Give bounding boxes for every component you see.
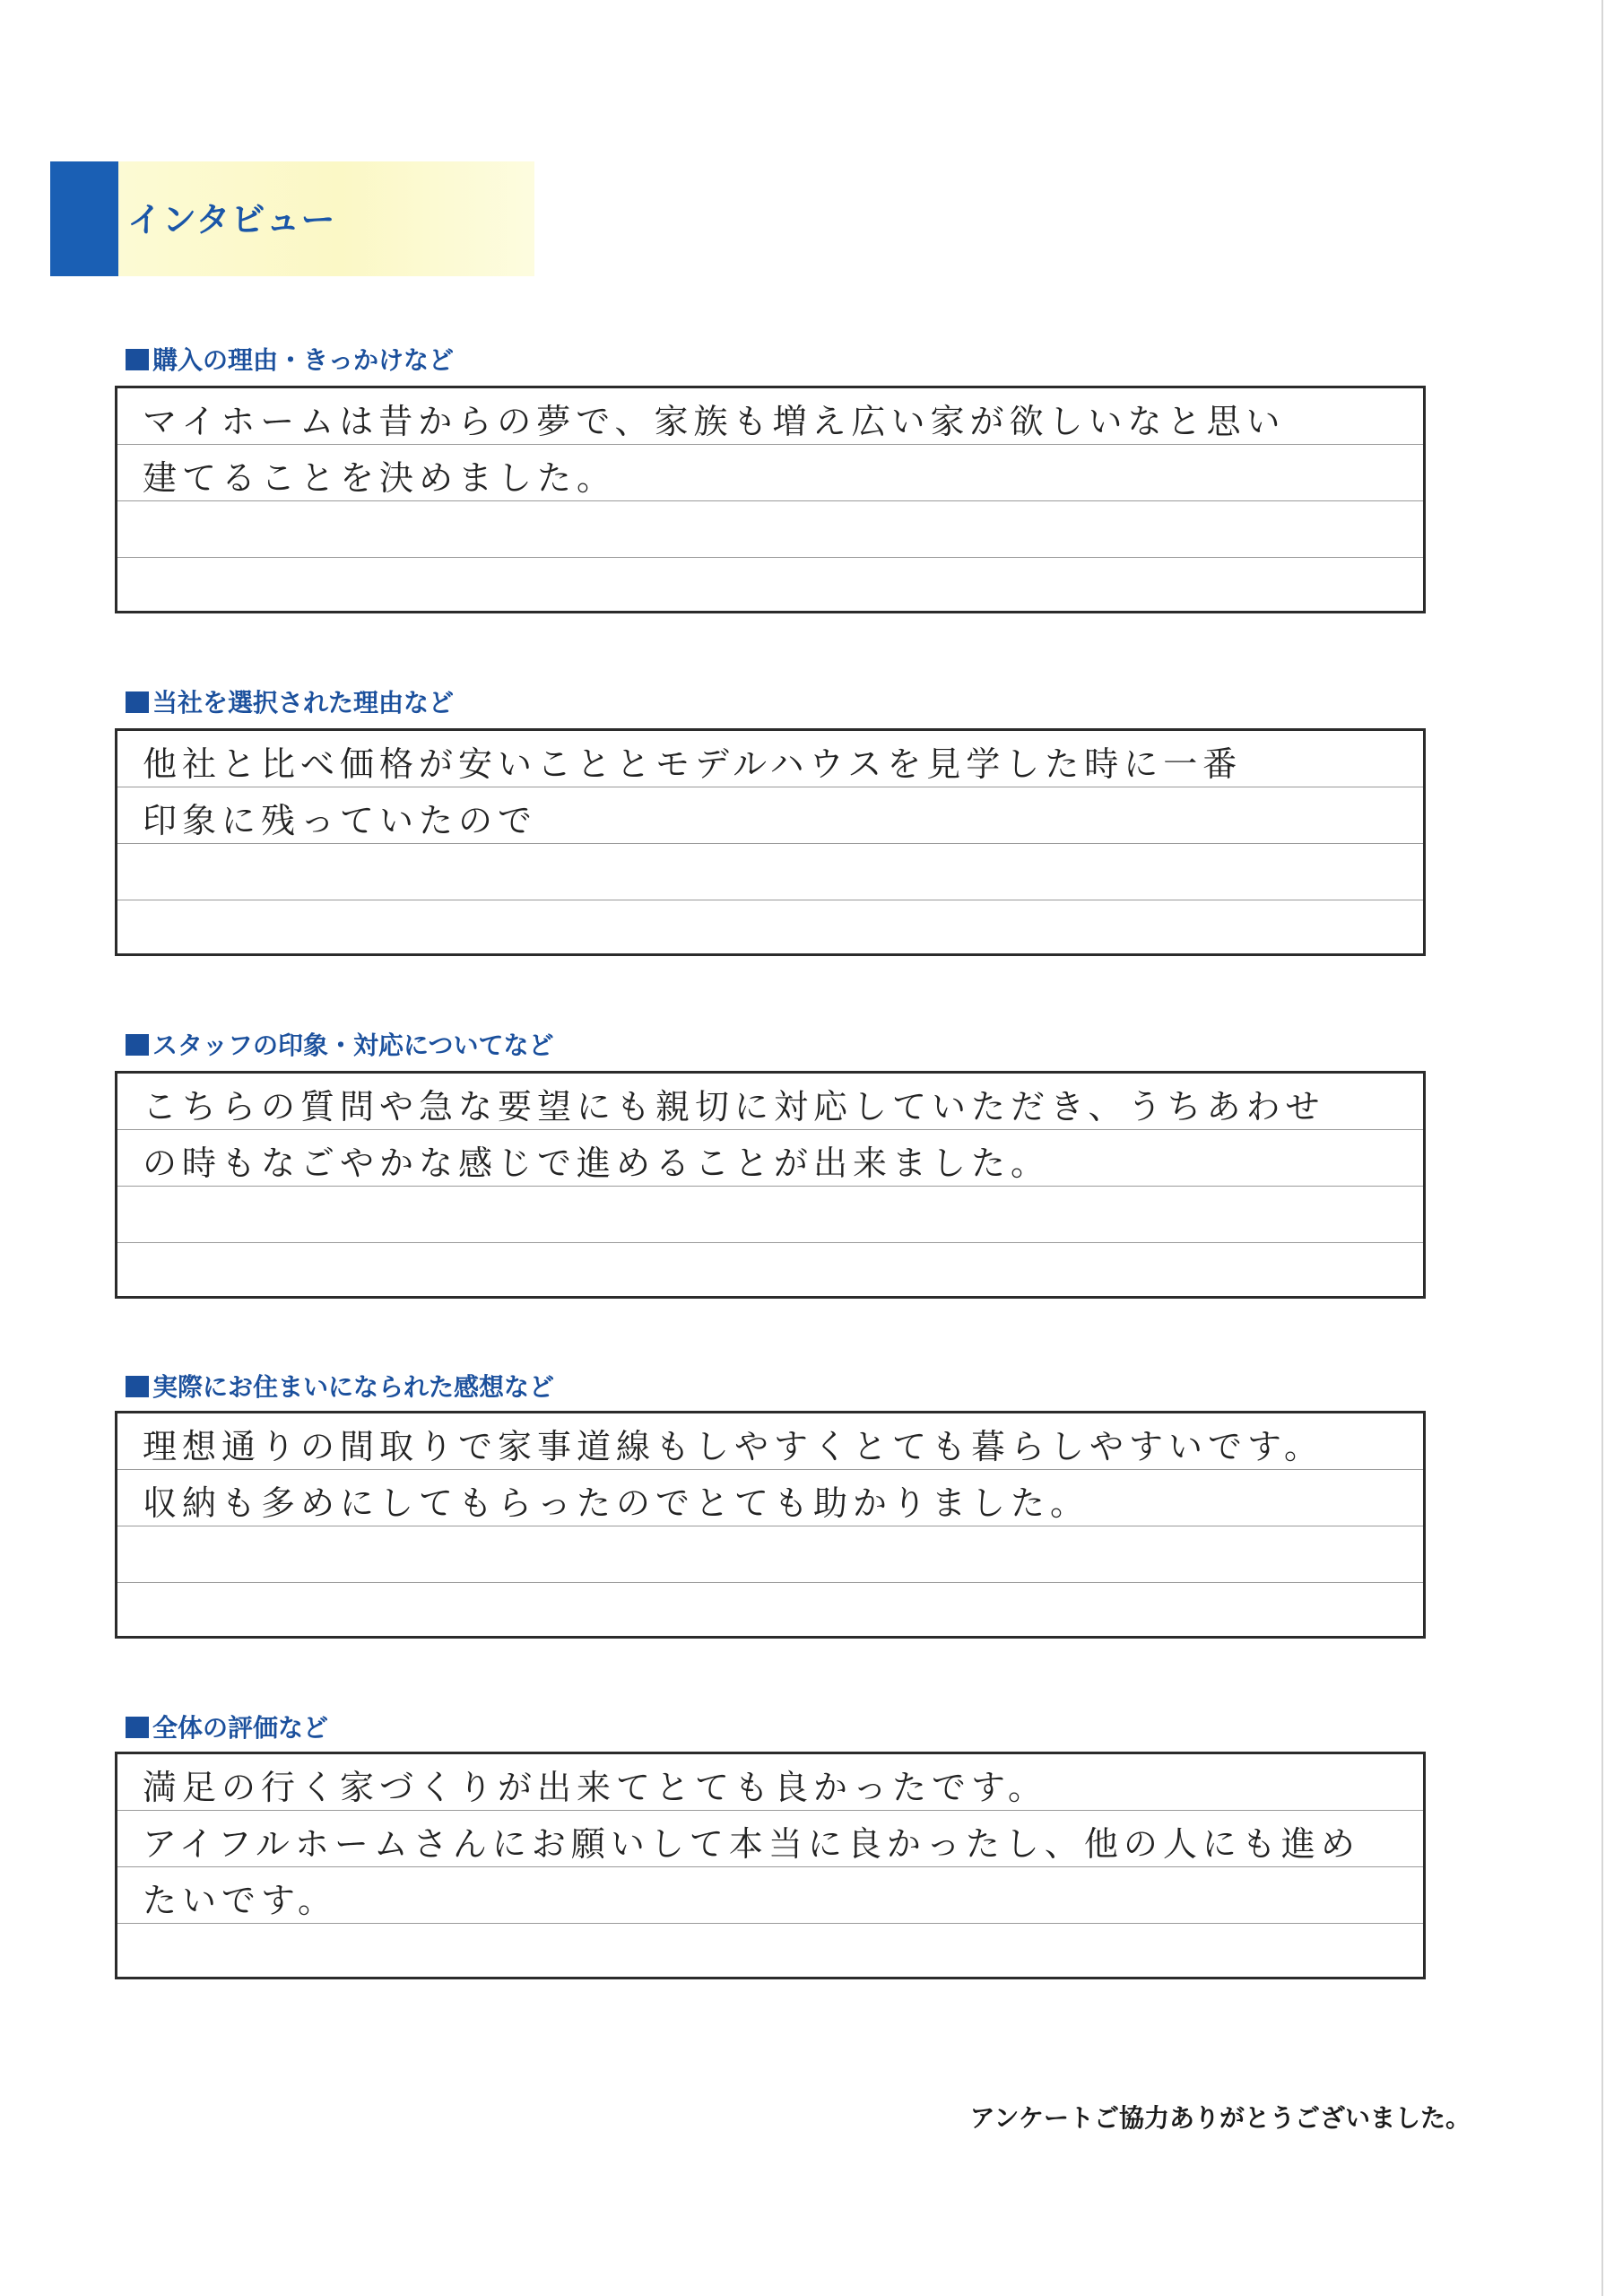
ruled-line bbox=[117, 1186, 1423, 1187]
square-bullet-icon bbox=[126, 1376, 149, 1397]
answer-line: 建てることを決めました。 bbox=[143, 458, 617, 498]
header-accent-bar bbox=[50, 161, 118, 276]
answer-line: こちらの質問や急な要望にも親切に対応していただき、うちあわせ bbox=[143, 1087, 1325, 1126]
answer-box-selection-reason bbox=[115, 728, 1426, 956]
answer-line: 印象に残っていたので bbox=[143, 801, 538, 840]
answer-box-living-impression bbox=[115, 1411, 1426, 1639]
ruled-line bbox=[117, 1582, 1423, 1583]
answer-box-overall-evaluation bbox=[115, 1752, 1426, 1979]
page-edge-line bbox=[1601, 0, 1603, 2296]
square-bullet-icon bbox=[126, 349, 149, 370]
section-heading-label: スタッフの印象・対応についてなど bbox=[152, 1031, 554, 1060]
ruled-line bbox=[117, 500, 1423, 501]
section-heading-label: 全体の評価など bbox=[152, 1713, 329, 1743]
ruled-line bbox=[117, 1923, 1423, 1924]
answer-line: 他社と比べ価格が安いこととモデルハウスを見学した時に一番 bbox=[143, 744, 1243, 784]
page-title: インタビュー bbox=[127, 200, 336, 239]
answer-line: たいです。 bbox=[143, 1881, 337, 1920]
ruled-line bbox=[117, 557, 1423, 558]
answer-line: の時もなごやかな感じで進めることが出来ました。 bbox=[143, 1144, 1051, 1183]
answer-line: 理想通りの間取りで家事道線もしやすくとても暮らしやすいです。 bbox=[143, 1427, 1324, 1466]
section-heading-label: 実際にお住まいになられた感想など bbox=[152, 1372, 555, 1402]
answer-line: 満足の行く家づくりが出来てとても良かったです。 bbox=[143, 1768, 1047, 1807]
section-heading-overall-evaluation bbox=[126, 1709, 328, 1744]
section-heading-selection-reason bbox=[126, 683, 454, 719]
section-heading-label: 当社を選択された理由など bbox=[152, 688, 455, 718]
ruled-line bbox=[117, 843, 1423, 844]
ruled-line bbox=[117, 1242, 1423, 1243]
section-heading-purchase-reason bbox=[126, 341, 454, 377]
answer-box-purchase-reason bbox=[115, 386, 1426, 613]
ruled-line bbox=[117, 1469, 1423, 1470]
answer-line: マイホームは昔からの夢で、家族も増え広い家が欲しいなと思い bbox=[143, 402, 1286, 441]
answer-box-staff-impression bbox=[115, 1071, 1426, 1299]
ruled-line bbox=[117, 1129, 1423, 1130]
answer-line: 収納も多めにしてもらったのでとても助かりました。 bbox=[143, 1483, 1090, 1523]
square-bullet-icon bbox=[126, 1717, 149, 1738]
ruled-line bbox=[117, 1810, 1423, 1811]
section-heading-living-impression bbox=[126, 1368, 554, 1404]
square-bullet-icon bbox=[126, 691, 149, 713]
footer-thanks-message: アンケートご協力ありがとうございました。 bbox=[969, 2103, 1471, 2133]
answer-line: アイフルホームさんにお願いして本当に良かったし、他の人にも進め bbox=[143, 1824, 1360, 1864]
square-bullet-icon bbox=[126, 1034, 149, 1056]
section-heading-staff-impression bbox=[126, 1026, 553, 1062]
section-heading-label: 購入の理由・きっかけなど bbox=[152, 345, 455, 375]
ruled-line bbox=[117, 1866, 1423, 1867]
ruled-line bbox=[117, 444, 1423, 445]
